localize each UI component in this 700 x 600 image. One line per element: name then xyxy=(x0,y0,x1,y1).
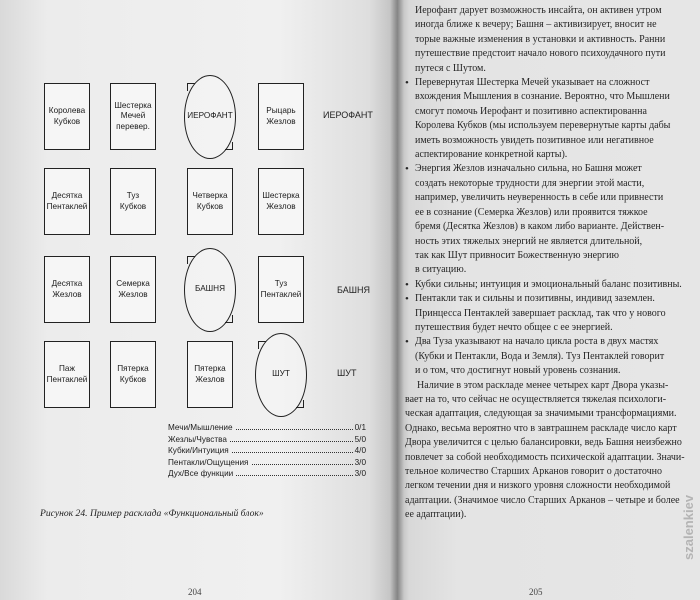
tarot-card xyxy=(110,341,156,408)
text-line: иногда ближе к вечеру; Башня – активизирует, вносит не xyxy=(415,19,657,31)
dot-leader xyxy=(232,452,353,453)
summary-line xyxy=(168,446,366,458)
text-line: адаптации. (Значимое число Старших Арканов – четыре и более xyxy=(405,494,680,506)
right-page xyxy=(397,0,700,600)
tarot-card xyxy=(258,341,304,408)
text-line: иметь возможность увидеть позитивное или негативное xyxy=(415,134,654,146)
dot-leader xyxy=(252,464,353,465)
text-line: Иерофант дарует возможность инсайта, он активен утром xyxy=(415,5,662,16)
text-line: Королева Кубков (мы используем перевернутые карты дабы xyxy=(415,120,671,132)
row-major-arcana-label: ИЕРОФАНТ xyxy=(323,110,373,120)
text-line: торые важные изменения в установки и активность. Ранни xyxy=(415,33,666,45)
summary-value: 4/0 xyxy=(354,446,366,456)
tarot-card xyxy=(44,256,90,323)
text-line: и о том, что достигнут новый уровень сознания. xyxy=(415,365,621,377)
summary-line xyxy=(168,423,366,435)
text-line: например, увеличить неуверенность в себе или привнести xyxy=(415,192,664,204)
figure-caption: Рисунок 24. Пример расклада «Функциональный блок» xyxy=(40,508,264,519)
summary-label: Мечи/Мышление xyxy=(168,423,233,432)
tarot-card-label: Шестерка Мечей перевер. xyxy=(114,101,152,131)
summary-line xyxy=(168,458,366,470)
text-line: вхождения Мышления в сознание. Вероятно, что Мышлени xyxy=(415,91,670,103)
tarot-card-label: Четверка Кубков xyxy=(192,191,228,211)
dot-leader xyxy=(236,475,352,476)
summary-line xyxy=(168,435,366,447)
text-line: путешествия будет нечто общее с ее энергией. xyxy=(415,321,613,333)
tarot-card-label: Пятерка Жезлов xyxy=(194,364,226,384)
tarot-card xyxy=(187,168,233,235)
tarot-card-label: Пятерка Кубков xyxy=(117,364,149,384)
right-page-number: 205 xyxy=(529,587,543,597)
text-line: аспектирование конкретной карты). xyxy=(415,149,568,161)
bullet-line: • Пентакли так и сильны и позитивны, индивид заземлен. xyxy=(405,292,697,306)
text-line: в ситуацию. xyxy=(415,264,467,276)
right-page-text xyxy=(405,4,697,523)
tarot-card-label: Семерка Жезлов xyxy=(116,279,150,299)
text-line: легком течении дня и низкого уровня сложности необходимой xyxy=(405,480,671,492)
summary-value: 5/0 xyxy=(354,434,366,444)
text-line: бремя (Десятка Жезлов) в каком либо варианте. Действен- xyxy=(415,221,665,233)
summary-label: Дух/Все функции xyxy=(168,469,234,479)
text-line: вает на то, что сейчас не осуществляется тяжелая психологи- xyxy=(405,393,667,405)
tarot-card xyxy=(258,256,304,323)
tarot-card xyxy=(110,168,156,235)
text-line: так как Шут привносит Божественную энергию xyxy=(415,249,619,261)
text-line: (Кубки и Пентакли, Вода и Земля). Туз Пентаклей говорит xyxy=(415,350,665,362)
text-line: ее в сознание (Семерка Жезлов) или проявится тяжкое xyxy=(415,206,648,218)
summary-label: Кубки/Интуиция xyxy=(168,446,229,456)
summary-label: Пентакли/Ощущения xyxy=(168,457,249,467)
tarot-card xyxy=(44,341,90,408)
tarot-card xyxy=(44,168,90,235)
text-line: ческая адаптация, следующая за значимыми трансформациями. xyxy=(405,408,677,420)
dot-leader xyxy=(230,441,353,442)
tarot-card xyxy=(110,83,156,150)
tarot-card xyxy=(187,256,233,323)
summary-line xyxy=(168,469,366,481)
tarot-card-label: Паж Пентаклей xyxy=(46,364,88,384)
tarot-card xyxy=(258,168,304,235)
watermark: szalenkiev xyxy=(681,494,696,560)
text-line: ее адаптации). xyxy=(405,509,467,521)
bullet-line: • Два Туза указывают на начало цикла роста в двух мастях xyxy=(405,335,697,349)
summary-value: 3/0 xyxy=(354,457,366,467)
tarot-card-label: Десятка Жезлов xyxy=(51,279,83,299)
tarot-card-label: ИЕРОФАНТ xyxy=(187,111,233,121)
tarot-card-label: Туз Кубков xyxy=(119,191,147,211)
text-line: создать некоторые трудности для энергии этой масти, xyxy=(415,177,645,189)
text-line: Наличие в этом раскладе менее четырех карт Двора указы- xyxy=(417,379,669,391)
text-line: повлечет за собой необходимость психической адаптации. Значи- xyxy=(405,451,685,463)
tarot-card xyxy=(44,83,90,150)
summary-value: 0/1 xyxy=(354,423,366,432)
left-page-number: 204 xyxy=(188,587,202,597)
tarot-card-label: ШУТ xyxy=(272,369,290,379)
tarot-card-label: БАШНЯ xyxy=(195,284,225,294)
tarot-card xyxy=(258,83,304,150)
row-major-arcana-label: ШУТ xyxy=(337,368,357,378)
tarot-card xyxy=(187,341,233,408)
text-line: путешествие предстоит начало нового психоудачного пути xyxy=(415,48,666,60)
tarot-card-label: Королева Кубков xyxy=(48,106,86,126)
tarot-card xyxy=(187,83,233,150)
text-line: ность этих тяжелых энергий не является длительной, xyxy=(415,235,643,247)
summary-value: 3/0 xyxy=(354,469,366,479)
suit-summary xyxy=(168,423,366,481)
tarot-card xyxy=(110,256,156,323)
text-line: путеся с Шутом. xyxy=(415,62,486,74)
row-major-arcana-label: БАШНЯ xyxy=(337,285,370,295)
tarot-card-label: Туз Пентаклей xyxy=(260,279,302,299)
bullet-line: • Перевернутая Шестерка Мечей указывает на сложност xyxy=(405,76,697,90)
bullet-line: • Кубки сильны; интуиция и эмоциональный баланс позитивны. xyxy=(405,278,697,292)
summary-label: Жезлы/Чувства xyxy=(168,434,227,444)
dot-leader xyxy=(236,429,353,430)
text-line: смогут помочь Иерофант и позитивно аспектированна xyxy=(415,105,647,117)
bullet-line: • Энергия Жезлов изначально сильна, но Башня может xyxy=(405,162,697,176)
tarot-card-label: Рыцарь Жезлов xyxy=(266,106,296,126)
text-line: Принцесса Пентаклей завершает расклад, так что у нового xyxy=(415,307,666,319)
text-line: тельное количество Старших Арканов говорит о достаточно xyxy=(405,466,663,477)
text-line: Однако, весьма вероятно что в завтрашнем раскладе число карт xyxy=(405,422,677,434)
book-gutter xyxy=(390,0,404,600)
text-line: Двора увеличится с целью балансировки, ведь Башня неизбежно xyxy=(405,437,682,449)
tarot-card-label: Десятка Пентаклей xyxy=(46,191,88,211)
tarot-card-label: Шестерка Жезлов xyxy=(262,191,300,211)
